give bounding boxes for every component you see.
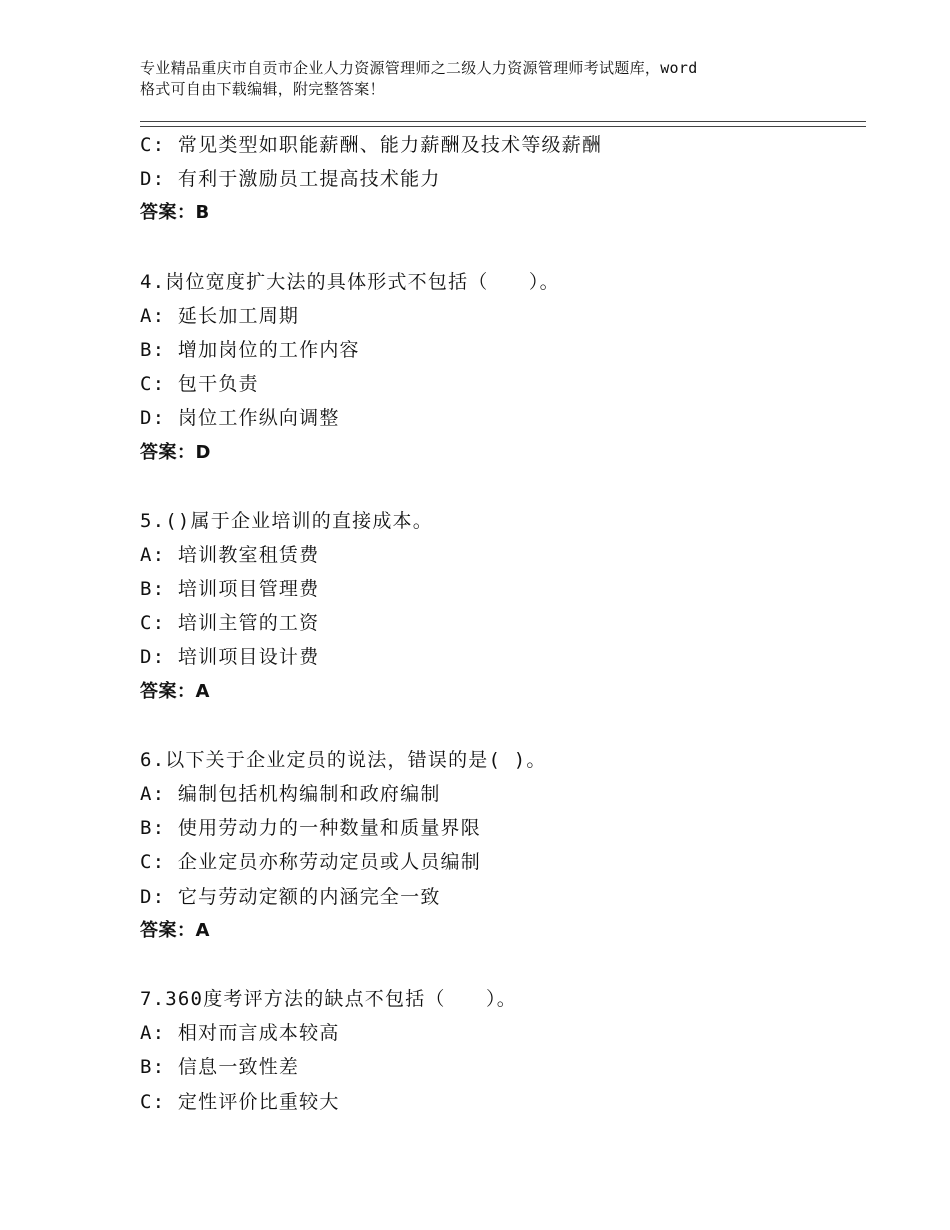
header-line-1: 专业精品重庆市自贡市企业人力资源管理师之二级人力资源管理师考试题库，word <box>140 59 698 77</box>
header-divider <box>140 121 866 127</box>
question-7 <box>140 982 860 1119</box>
option-b: B: 使用劳动力的一种数量和质量界限 <box>140 817 481 840</box>
question-text: 7.360度考评方法的缺点不包括（ ）。 <box>140 987 517 1010</box>
option-c: C: 包干负责 <box>140 373 259 396</box>
question-text: 4.岗位宽度扩大法的具体形式不包括（ ）。 <box>140 270 560 293</box>
option-c: C: 培训主管的工资 <box>140 612 320 635</box>
answer-label: 答案：A <box>140 680 210 702</box>
answer-label: 答案：B <box>140 202 210 224</box>
option-d: D: 有利于激励员工提高技术能力 <box>140 168 441 191</box>
question-5 <box>140 504 860 709</box>
question-4 <box>140 265 860 470</box>
option-b: B: 增加岗位的工作内容 <box>140 338 360 361</box>
question-text: 6.以下关于企业定员的说法，错误的是( )。 <box>140 748 547 771</box>
document-header <box>140 58 840 100</box>
option-d: D: 岗位工作纵向调整 <box>140 407 340 430</box>
option-b: B: 培训项目管理费 <box>140 578 320 601</box>
option-c: C: 常见类型如职能薪酬、能力薪酬及技术等级薪酬 <box>140 134 603 156</box>
option-a: A: 延长加工周期 <box>140 304 300 327</box>
option-c: C: 企业定员亦称劳动定员或人员编制 <box>140 851 481 874</box>
option-a: A: 编制包括机构编制和政府编制 <box>140 783 441 805</box>
spacer <box>140 948 860 982</box>
spacer <box>140 231 860 265</box>
option-d: D: 培训项目设计费 <box>140 646 320 669</box>
option-d: D: 它与劳动定额的内涵完全一致 <box>140 885 441 908</box>
option-c: C: 定性评价比重较大 <box>140 1090 340 1113</box>
option-a: A: 培训教室租赁费 <box>140 543 320 566</box>
question-text: 5.()属于企业培训的直接成本。 <box>140 509 433 532</box>
question-6 <box>140 743 860 948</box>
answer-label: 答案：A <box>140 919 210 941</box>
option-b: B: 信息一致性差 <box>140 1056 300 1079</box>
header-line-2: 格式可自由下载编辑，附完整答案！ <box>140 80 385 98</box>
spacer <box>140 470 860 504</box>
question-list <box>140 128 860 1119</box>
answer-label: 答案：D <box>140 441 211 463</box>
question-3-tail <box>140 128 860 231</box>
spacer <box>140 709 860 743</box>
option-a: A: 相对而言成本较高 <box>140 1022 340 1045</box>
